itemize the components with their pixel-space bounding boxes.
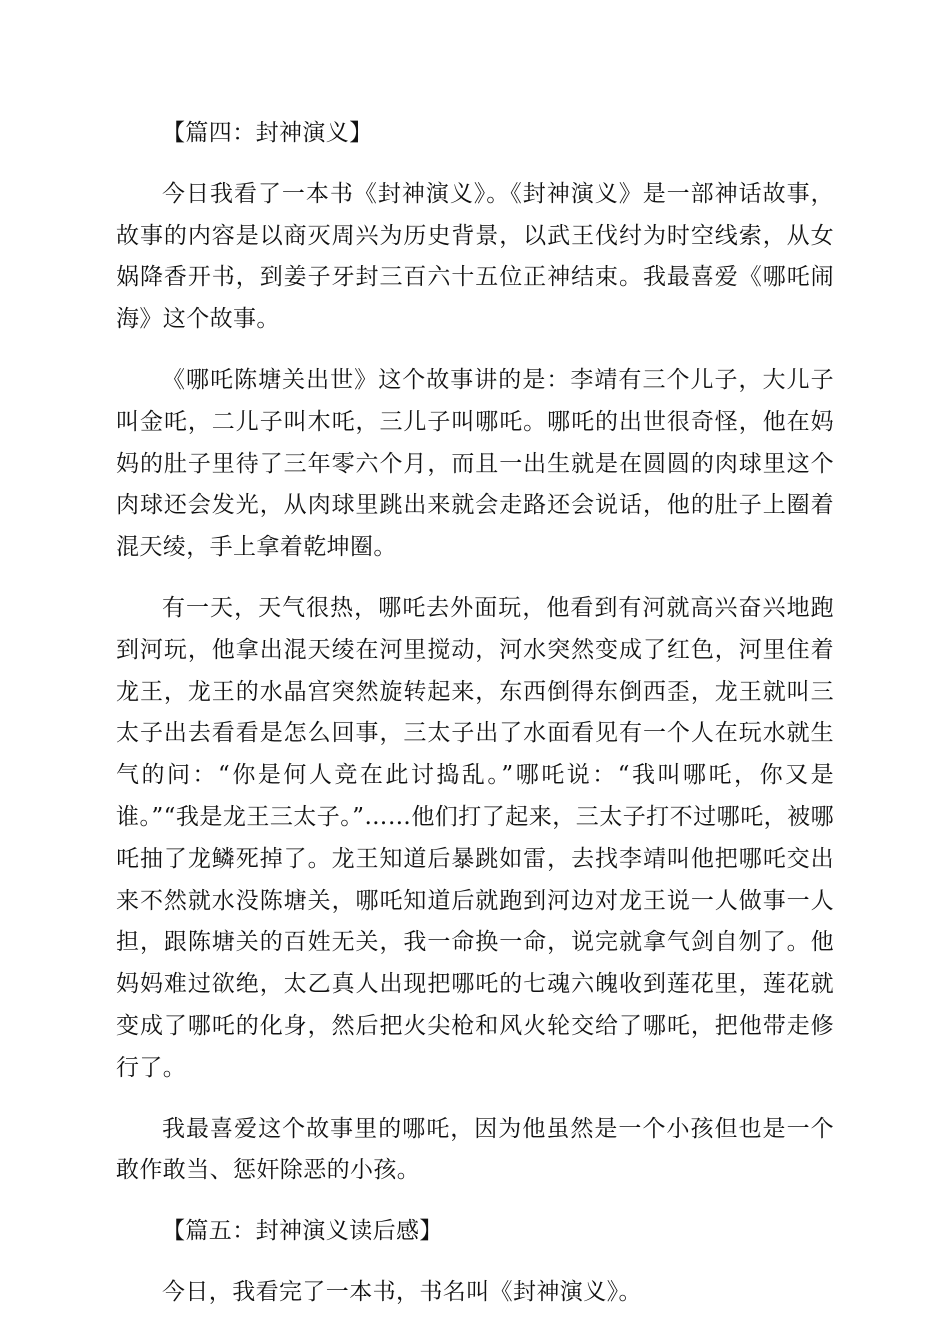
paragraph: 有一天，天气很热，哪吒去外面玩，他看到有河就高兴奋兴地跑到河玩，他拿出混天绫在河里搅动，河水突然变成了红色，河里住着龙王，龙王的水晶宫突然旋转起来，东西倒得东倒西歪，龙王就叫三太子出去看看是怎么回事，三太子出了水面看见有一个人在玩水就生气的问：“你是何人竞在此讨捣乱。”哪吒说：“我叫哪吒，你又是谁。”“我是龙王三太子。”……他们打了起来，三太子打不过哪吒，被哪吒抽了龙鳞死掉了。龙王知道后暴跳如雷，去找李靖叫他把哪吒交出来不然就水没陈塘关，哪吒知道后就跑到河边对龙王说一人做事一人担，跟陈塘关的百姓无关，我一命换一命，说完就拿气剑自刎了。他妈妈难过欲绝，太乙真人出现把哪吒的七魂六魄收到莲花里，莲花就变成了哪吒的化身，然后把火尖枪和风火轮交给了哪吒，把他带走修行了。 xyxy=(116,594,834,1081)
section-heading-5: 【篇五：封神演义读后感】 xyxy=(162,1218,443,1245)
paragraph: 《哪吒陈塘关出世》这个故事讲的是：李靖有三个儿子，大儿子叫金吒，二儿子叫木吒，三儿子叫哪吒。哪吒的出世很奇怪，他在妈妈的肚子里待了三年零六个月，而且一出生就是在圆圆的肉球里这个肉球还会发光，从肉球里跳出来就会走路还会说话，他的肚子上圈着混天绫，手上拿着乾坤圈。 xyxy=(116,366,834,561)
document-page xyxy=(116,113,834,1314)
paragraph: 我最喜爱这个故事里的哪吒，因为他虽然是一个小孩但也是一个敢作敢当、惩奸除恶的小孩。 xyxy=(116,1115,834,1184)
section-heading-4: 【篇四：封神演义】 xyxy=(162,120,373,146)
paragraph: 今日我看了一本书《封神演义》。《封神演义》是一部神话故事，故事的内容是以商灭周兴为历史背景，以武王伐纣为时空线索，从女娲降香开书，到姜子牙封三百六十五位正神结束。我最喜爱《哪吒闹海》这个故事。 xyxy=(116,180,834,333)
paragraph: 今日，我看完了一本书，书名叫《封神演义》。 xyxy=(162,1278,642,1305)
